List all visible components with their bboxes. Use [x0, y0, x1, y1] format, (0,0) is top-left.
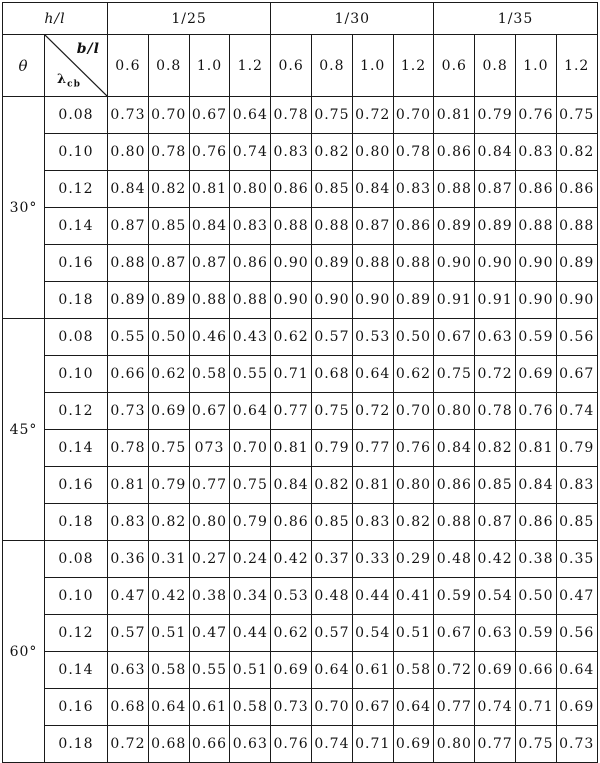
- value-cell: 0.71: [516, 689, 557, 726]
- value-cell: 0.69: [271, 652, 312, 689]
- value-cell: 0.83: [108, 504, 149, 541]
- header-bl-value: 0.6: [434, 35, 475, 97]
- value-cell: 0.87: [148, 245, 189, 282]
- value-cell: 0.70: [148, 97, 189, 134]
- header-diagonal-cell: [45, 35, 108, 97]
- value-cell: 0.67: [434, 615, 475, 652]
- value-cell: 0.89: [556, 245, 597, 282]
- coefficient-table: [2, 2, 598, 763]
- value-cell: 0.79: [230, 504, 271, 541]
- value-cell: 0.88: [230, 282, 271, 319]
- value-cell: 0.90: [556, 282, 597, 319]
- value-cell: 0.37: [312, 541, 353, 578]
- header-bl-value: 0.8: [148, 35, 189, 97]
- value-cell: 0.86: [516, 171, 557, 208]
- table-row: [3, 134, 598, 171]
- value-cell: 0.86: [230, 245, 271, 282]
- value-cell: 0.90: [271, 282, 312, 319]
- value-cell: 0.33: [352, 541, 393, 578]
- value-cell: 0.44: [352, 578, 393, 615]
- header-bl-value: 1.2: [556, 35, 597, 97]
- value-cell: 0.72: [434, 652, 475, 689]
- header-lambda: [57, 72, 81, 90]
- table-row: [3, 652, 598, 689]
- value-cell: 0.42: [148, 578, 189, 615]
- header-bl-value: 0.8: [475, 35, 516, 97]
- value-cell: 0.89: [108, 282, 149, 319]
- header-bl-value: 1.0: [516, 35, 557, 97]
- value-cell: 0.88: [556, 208, 597, 245]
- value-cell: 0.87: [189, 245, 230, 282]
- value-cell: 0.89: [393, 282, 434, 319]
- value-cell: 0.81: [516, 430, 557, 467]
- value-cell: 0.75: [434, 356, 475, 393]
- value-cell: 0.38: [516, 541, 557, 578]
- value-cell: 0.55: [108, 319, 149, 356]
- lambda-subscript: cb: [67, 80, 81, 90]
- value-cell: 0.69: [148, 393, 189, 430]
- value-cell: 0.79: [148, 467, 189, 504]
- value-cell: 0.43: [230, 319, 271, 356]
- value-cell: 0.79: [556, 430, 597, 467]
- value-cell: 0.85: [312, 171, 353, 208]
- lambda-cell: 0.08: [45, 319, 108, 356]
- value-cell: 0.48: [312, 578, 353, 615]
- value-cell: 0.61: [189, 689, 230, 726]
- value-cell: 0.50: [148, 319, 189, 356]
- table-row: [3, 430, 598, 467]
- value-cell: 0.77: [271, 393, 312, 430]
- value-cell: 0.90: [516, 282, 557, 319]
- table-row: [3, 97, 598, 134]
- value-cell: 0.64: [148, 689, 189, 726]
- value-cell: 0.57: [312, 319, 353, 356]
- lambda-cell: 0.16: [45, 245, 108, 282]
- table-body: [3, 97, 598, 763]
- value-cell: 0.87: [108, 208, 149, 245]
- value-cell: 0.90: [475, 245, 516, 282]
- value-cell: 0.80: [434, 393, 475, 430]
- value-cell: 0.74: [312, 726, 353, 763]
- value-cell: 0.91: [434, 282, 475, 319]
- value-cell: 0.77: [352, 430, 393, 467]
- value-cell: 0.68: [108, 689, 149, 726]
- value-cell: 0.86: [516, 504, 557, 541]
- value-cell: 0.75: [312, 393, 353, 430]
- value-cell: 0.62: [148, 356, 189, 393]
- table-row: [3, 356, 598, 393]
- value-cell: 0.80: [434, 726, 475, 763]
- value-cell: 0.85: [475, 467, 516, 504]
- value-cell: 0.72: [352, 393, 393, 430]
- table-row: [3, 282, 598, 319]
- value-cell: 0.71: [271, 356, 312, 393]
- value-cell: 0.58: [189, 356, 230, 393]
- value-cell: 0.59: [434, 578, 475, 615]
- value-cell: 0.67: [352, 689, 393, 726]
- lambda-cell: 0.18: [45, 282, 108, 319]
- value-cell: 0.76: [393, 430, 434, 467]
- value-cell: 0.84: [271, 467, 312, 504]
- table-row: [3, 504, 598, 541]
- header-bl-value: 0.6: [271, 35, 312, 97]
- value-cell: 0.64: [352, 356, 393, 393]
- value-cell: 0.90: [516, 245, 557, 282]
- table-row: [3, 171, 598, 208]
- value-cell: 0.86: [434, 134, 475, 171]
- value-cell: 0.88: [352, 245, 393, 282]
- value-cell: 0.77: [434, 689, 475, 726]
- value-cell: 0.81: [108, 467, 149, 504]
- value-cell: 0.69: [475, 652, 516, 689]
- value-cell: 0.73: [271, 689, 312, 726]
- value-cell: 0.87: [475, 171, 516, 208]
- value-cell: 0.38: [189, 578, 230, 615]
- value-cell: 0.66: [108, 356, 149, 393]
- value-cell: 0.86: [434, 467, 475, 504]
- value-cell: 0.73: [108, 393, 149, 430]
- value-cell: 0.64: [230, 97, 271, 134]
- value-cell: 0.47: [556, 578, 597, 615]
- value-cell: 0.81: [352, 467, 393, 504]
- lambda-cell: 0.12: [45, 615, 108, 652]
- value-cell: 0.74: [475, 689, 516, 726]
- value-cell: 0.68: [312, 356, 353, 393]
- value-cell: 0.69: [393, 726, 434, 763]
- value-cell: 0.80: [230, 171, 271, 208]
- value-cell: 0.76: [516, 97, 557, 134]
- lambda-cell: 0.12: [45, 393, 108, 430]
- value-cell: 0.74: [556, 393, 597, 430]
- value-cell: 0.76: [189, 134, 230, 171]
- value-cell: 0.78: [148, 134, 189, 171]
- value-cell: 0.76: [516, 393, 557, 430]
- value-cell: 0.80: [108, 134, 149, 171]
- value-cell: 0.48: [434, 541, 475, 578]
- value-cell: 0.51: [393, 615, 434, 652]
- value-cell: 0.82: [148, 171, 189, 208]
- value-cell: 0.64: [556, 652, 597, 689]
- value-cell: 0.84: [434, 430, 475, 467]
- value-cell: 0.67: [189, 97, 230, 134]
- value-cell: 0.78: [271, 97, 312, 134]
- value-cell: 0.73: [108, 97, 149, 134]
- value-cell: 0.90: [434, 245, 475, 282]
- value-cell: 0.91: [475, 282, 516, 319]
- value-cell: 0.83: [352, 504, 393, 541]
- value-cell: 0.84: [352, 171, 393, 208]
- value-cell: 0.67: [434, 319, 475, 356]
- value-cell: 0.75: [230, 467, 271, 504]
- header-group-2: 1/30: [271, 3, 434, 35]
- value-cell: 0.83: [516, 134, 557, 171]
- value-cell: 0.89: [148, 282, 189, 319]
- value-cell: 0.85: [148, 208, 189, 245]
- value-cell: 0.58: [393, 652, 434, 689]
- table-row: [3, 689, 598, 726]
- value-cell: 0.56: [556, 319, 597, 356]
- value-cell: 0.62: [271, 319, 312, 356]
- value-cell: 0.82: [148, 504, 189, 541]
- value-cell: 0.63: [475, 615, 516, 652]
- value-cell: 0.90: [271, 245, 312, 282]
- value-cell: 0.90: [312, 282, 353, 319]
- value-cell: 0.66: [189, 726, 230, 763]
- table-row: [3, 541, 598, 578]
- value-cell: 0.84: [108, 171, 149, 208]
- value-cell: 0.71: [352, 726, 393, 763]
- header-h-l: h/l: [3, 3, 108, 35]
- value-cell: 0.64: [393, 689, 434, 726]
- lambda-cell: 0.10: [45, 578, 108, 615]
- value-cell: 0.78: [393, 134, 434, 171]
- value-cell: 0.78: [108, 430, 149, 467]
- angle-cell: 30°: [3, 97, 45, 319]
- value-cell: 0.72: [108, 726, 149, 763]
- value-cell: 0.83: [230, 208, 271, 245]
- lambda-cell: 0.08: [45, 541, 108, 578]
- value-cell: 0.75: [516, 726, 557, 763]
- header-b-l: b/l: [76, 41, 100, 57]
- lambda-cell: 0.18: [45, 726, 108, 763]
- value-cell: 0.82: [312, 467, 353, 504]
- value-cell: 0.86: [271, 504, 312, 541]
- value-cell: 0.88: [189, 282, 230, 319]
- value-cell: 0.75: [148, 430, 189, 467]
- value-cell: 0.34: [230, 578, 271, 615]
- value-cell: 0.69: [556, 689, 597, 726]
- value-cell: 0.83: [393, 171, 434, 208]
- value-cell: 0.80: [393, 467, 434, 504]
- value-cell: 0.47: [108, 578, 149, 615]
- value-cell: 0.50: [393, 319, 434, 356]
- value-cell: 0.83: [271, 134, 312, 171]
- value-cell: 0.86: [556, 171, 597, 208]
- header-group-3: 1/35: [434, 3, 597, 35]
- value-cell: 0.58: [230, 689, 271, 726]
- lambda-symbol: λ: [57, 72, 68, 88]
- value-cell: 0.90: [352, 282, 393, 319]
- value-cell: 0.79: [475, 97, 516, 134]
- lambda-cell: 0.10: [45, 356, 108, 393]
- header-bl-value: 1.2: [230, 35, 271, 97]
- table-row: [3, 467, 598, 504]
- header-row-bl: [3, 35, 598, 97]
- value-cell: 0.85: [312, 504, 353, 541]
- value-cell: 0.66: [516, 652, 557, 689]
- lambda-cell: 0.14: [45, 208, 108, 245]
- value-cell: 0.84: [516, 467, 557, 504]
- header-bl-value: 1.0: [352, 35, 393, 97]
- value-cell: 0.51: [230, 652, 271, 689]
- value-cell: 0.84: [189, 208, 230, 245]
- value-cell: 0.76: [271, 726, 312, 763]
- header-bl-value: 1.0: [189, 35, 230, 97]
- value-cell: 0.72: [475, 356, 516, 393]
- lambda-cell: 0.12: [45, 171, 108, 208]
- value-cell: 0.74: [230, 134, 271, 171]
- value-cell: 0.77: [189, 467, 230, 504]
- value-cell: 0.64: [230, 393, 271, 430]
- value-cell: 0.54: [475, 578, 516, 615]
- value-cell: 0.61: [352, 652, 393, 689]
- value-cell: 0.59: [516, 319, 557, 356]
- value-cell: 0.78: [475, 393, 516, 430]
- value-cell: 0.58: [148, 652, 189, 689]
- lambda-cell: 0.16: [45, 689, 108, 726]
- value-cell: 0.85: [556, 504, 597, 541]
- value-cell: 0.75: [312, 97, 353, 134]
- value-cell: 0.29: [393, 541, 434, 578]
- value-cell: 0.70: [230, 430, 271, 467]
- value-cell: 0.27: [189, 541, 230, 578]
- value-cell: 0.75: [556, 97, 597, 134]
- value-cell: 0.88: [516, 208, 557, 245]
- value-cell: 0.53: [352, 319, 393, 356]
- value-cell: 0.81: [189, 171, 230, 208]
- value-cell: 0.84: [475, 134, 516, 171]
- value-cell: 0.80: [352, 134, 393, 171]
- value-cell: 0.87: [475, 504, 516, 541]
- table-row: [3, 393, 598, 430]
- table-row: [3, 245, 598, 282]
- lambda-cell: 0.14: [45, 652, 108, 689]
- value-cell: 0.55: [189, 652, 230, 689]
- table-row: [3, 319, 598, 356]
- value-cell: 0.53: [271, 578, 312, 615]
- value-cell: 0.35: [556, 541, 597, 578]
- value-cell: 0.70: [312, 689, 353, 726]
- table-row: [3, 615, 598, 652]
- value-cell: 0.87: [352, 208, 393, 245]
- value-cell: 0.80: [189, 504, 230, 541]
- header-bl-value: 1.2: [393, 35, 434, 97]
- value-cell: 0.62: [393, 356, 434, 393]
- value-cell: 0.82: [312, 134, 353, 171]
- value-cell: 0.79: [312, 430, 353, 467]
- table-row: [3, 726, 598, 763]
- value-cell: 0.56: [556, 615, 597, 652]
- value-cell: 0.89: [475, 208, 516, 245]
- value-cell: 0.77: [475, 726, 516, 763]
- header-row-ratio: [3, 3, 598, 35]
- value-cell: 0.88: [434, 171, 475, 208]
- value-cell: 0.88: [312, 208, 353, 245]
- value-cell: 0.72: [352, 97, 393, 134]
- value-cell: 0.69: [516, 356, 557, 393]
- value-cell: 0.89: [312, 245, 353, 282]
- table-row: [3, 208, 598, 245]
- value-cell: 0.59: [516, 615, 557, 652]
- value-cell: 073: [189, 430, 230, 467]
- value-cell: 0.57: [312, 615, 353, 652]
- header-bl-value: 0.8: [312, 35, 353, 97]
- value-cell: 0.55: [230, 356, 271, 393]
- value-cell: 0.86: [393, 208, 434, 245]
- value-cell: 0.41: [393, 578, 434, 615]
- value-cell: 0.88: [434, 504, 475, 541]
- value-cell: 0.86: [271, 171, 312, 208]
- lambda-cell: 0.08: [45, 97, 108, 134]
- value-cell: 0.88: [108, 245, 149, 282]
- value-cell: 0.70: [393, 393, 434, 430]
- value-cell: 0.64: [312, 652, 353, 689]
- value-cell: 0.82: [393, 504, 434, 541]
- lambda-cell: 0.16: [45, 467, 108, 504]
- table-row: [3, 578, 598, 615]
- value-cell: 0.82: [556, 134, 597, 171]
- value-cell: 0.67: [189, 393, 230, 430]
- value-cell: 0.24: [230, 541, 271, 578]
- angle-cell: 60°: [3, 541, 45, 763]
- value-cell: 0.63: [475, 319, 516, 356]
- value-cell: 0.81: [271, 430, 312, 467]
- value-cell: 0.68: [148, 726, 189, 763]
- value-cell: 0.82: [475, 430, 516, 467]
- value-cell: 0.31: [148, 541, 189, 578]
- header-group-1: 1/25: [108, 3, 271, 35]
- value-cell: 0.81: [434, 97, 475, 134]
- value-cell: 0.83: [556, 467, 597, 504]
- value-cell: 0.47: [189, 615, 230, 652]
- value-cell: 0.63: [230, 726, 271, 763]
- value-cell: 0.54: [352, 615, 393, 652]
- angle-cell: 45°: [3, 319, 45, 541]
- value-cell: 0.67: [556, 356, 597, 393]
- value-cell: 0.89: [434, 208, 475, 245]
- value-cell: 0.42: [475, 541, 516, 578]
- value-cell: 0.88: [393, 245, 434, 282]
- value-cell: 0.63: [108, 652, 149, 689]
- value-cell: 0.50: [516, 578, 557, 615]
- lambda-cell: 0.10: [45, 134, 108, 171]
- value-cell: 0.57: [108, 615, 149, 652]
- value-cell: 0.51: [148, 615, 189, 652]
- value-cell: 0.88: [271, 208, 312, 245]
- value-cell: 0.42: [271, 541, 312, 578]
- value-cell: 0.46: [189, 319, 230, 356]
- value-cell: 0.44: [230, 615, 271, 652]
- value-cell: 0.73: [556, 726, 597, 763]
- value-cell: 0.36: [108, 541, 149, 578]
- value-cell: 0.62: [271, 615, 312, 652]
- lambda-cell: 0.18: [45, 504, 108, 541]
- header-bl-value: 0.6: [108, 35, 149, 97]
- header-theta: θ: [3, 35, 45, 97]
- lambda-cell: 0.14: [45, 430, 108, 467]
- value-cell: 0.70: [393, 97, 434, 134]
